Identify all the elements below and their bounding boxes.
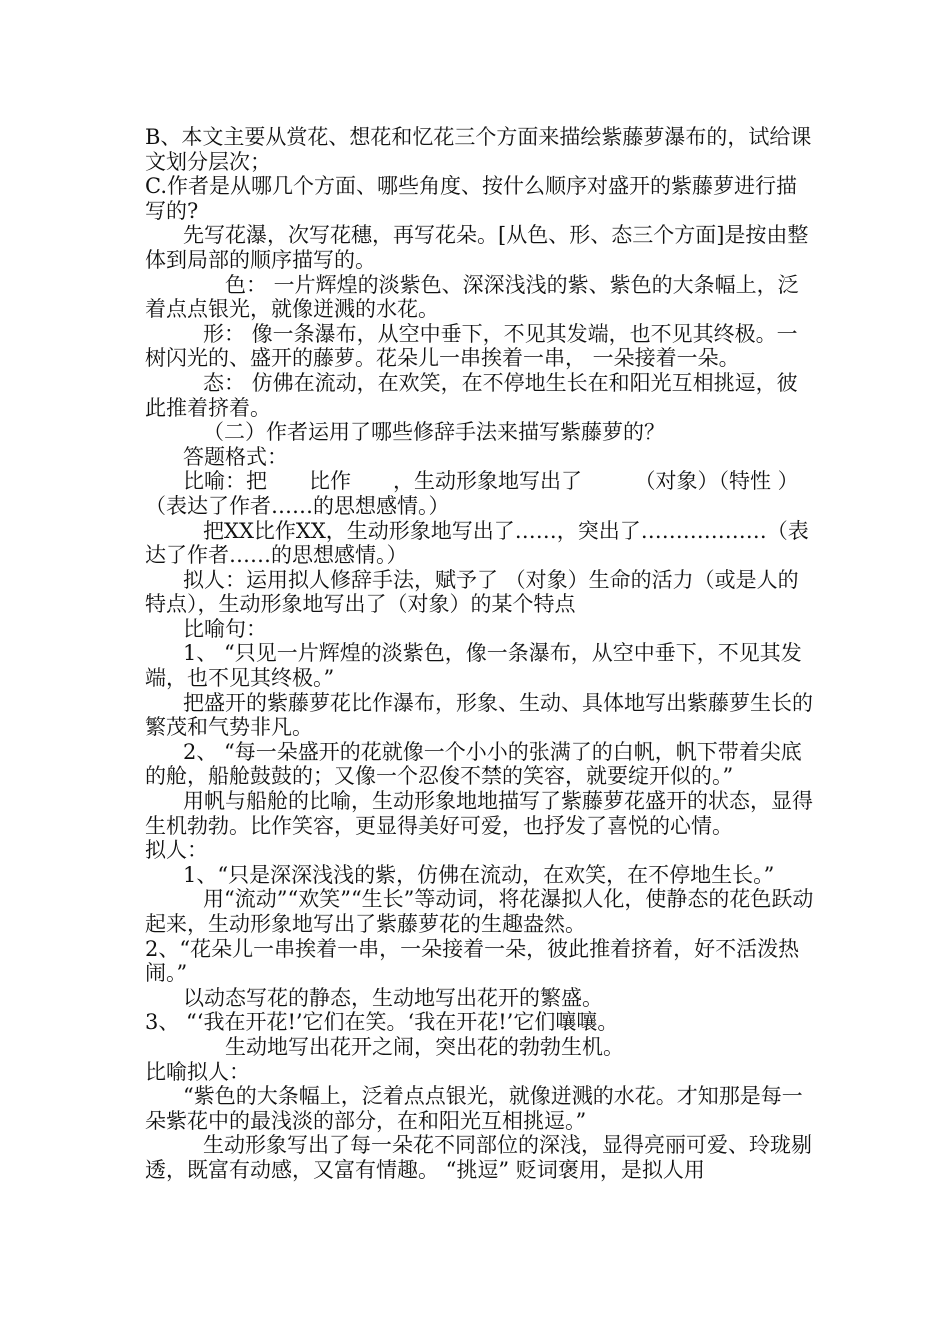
paragraph: 用帆与船舱的比喻，生动形象地地描写了紫藤萝花盛开的状态，显得生机勃勃。比作笑容，更显得美好可爱，也抒发了喜悦的心情。 xyxy=(145,789,813,838)
paragraph: C.作者是从哪几个方面、哪些角度、按什么顺序对盛开的紫藤萝进行描写的? xyxy=(145,174,797,223)
paragraph: 生动地写出花开之闹，突出花的勃勃生机。 xyxy=(225,1034,624,1059)
paragraph: 把XX比作XX，生动形象地写出了……，突出了………………（表达了作者……的思想感情。） xyxy=(145,518,809,568)
paragraph: 2、“花朵儿一串挨着一串，一朵接着一朵，彼此推着挤着，好不活泼热闹。” xyxy=(145,936,800,986)
paragraph: “紫色的大条幅上，泛着点点银光，就像迸溅的水花。才知那是每一朵紫花中的最浅淡的部分，在和阳光互相挑逗。” xyxy=(145,1084,803,1133)
paragraph: B、本文主要从赏花、想花和忆花三个方面来描绘紫藤萝瀑布的，试给课文划分层次； xyxy=(145,125,812,174)
paragraph: 2、 “每一朵盛开的花就像一个小小的张满了的白帆，帆下带着尖底的舱，船舱鼓鼓的；又像一个忍俊不禁的笑容，就要绽开似的。” xyxy=(145,739,802,789)
paragraph: 1、“只是深深浅浅的紫，仿佛在流动，在欢笑，在不停地生长。” xyxy=(183,862,775,887)
paragraph: 1、 “只见一片辉煌的淡紫色，像一条瀑布，从空中垂下，不见其发端，也不见其终极。” xyxy=(145,641,802,691)
paragraph: 3、 “‘我在开花!’它们在笑。‘我在开花!’它们嚷嚷。 xyxy=(145,1010,619,1035)
paragraph: 拟人： xyxy=(145,838,208,863)
paragraph: 形： 像一条瀑布，从空中垂下，不见其发端，也不见其终极。一树闪光的、盛开的藤萝。花朵儿一串挨着一串， 一朵接着一朵。 xyxy=(145,321,798,371)
paragraph: 拟人：运用拟人修辞手法，赋予了 （对象）生命的活力（或是人的特点），生动形象地写出了（对象）的某个特点 xyxy=(145,567,799,617)
paragraph: 先写花瀑，次写花穗，再写花朵。[从色、形、态三个方面]是按由整体到局部的顺序描写的。 xyxy=(145,223,809,272)
paragraph: 色： 一片辉煌的淡紫色、深深浅浅的紫、紫色的大条幅上，泛着点点银光，就像迸溅的水花。 xyxy=(145,272,799,322)
section-heading: （二）作者运用了哪些修辞手法来描写紫藤萝的？ xyxy=(203,420,665,445)
paragraph: 比喻：把 比作 ，生动形象地写出了 （对象）（特性 ）（表达了作者……的思想感情。） xyxy=(145,469,799,518)
paragraph: 态： 仿佛在流动，在欢笑，在不停地生长在和阳光互相挑逗，彼此推着挤着。 xyxy=(145,370,798,420)
paragraph: 以动态写花的静态，生动地写出花开的繁盛。 xyxy=(183,985,603,1010)
paragraph: 用“流动”“欢笑”“生长”等动词，将花瀑拟人化，使静态的花色跃动起来，生动形象地写出了紫藤萝花的生趣盎然。 xyxy=(145,887,814,936)
paragraph: 比喻拟人： xyxy=(145,1059,250,1084)
paragraph: 把盛开的紫藤萝花比作瀑布，形象、生动、具体地写出紫藤萝生长的繁茂和气势非凡。 xyxy=(145,690,813,740)
document-body xyxy=(145,125,815,1183)
paragraph: 答题格式： xyxy=(183,444,288,469)
paragraph: 比喻句： xyxy=(183,616,267,641)
paragraph: 生动形象写出了每一朵花不同部位的深浅，显得亮丽可爱、玲珑剔透，既富有动感，又富有情趣。 “挑逗” 贬词褒用，是拟人用 xyxy=(145,1133,812,1182)
